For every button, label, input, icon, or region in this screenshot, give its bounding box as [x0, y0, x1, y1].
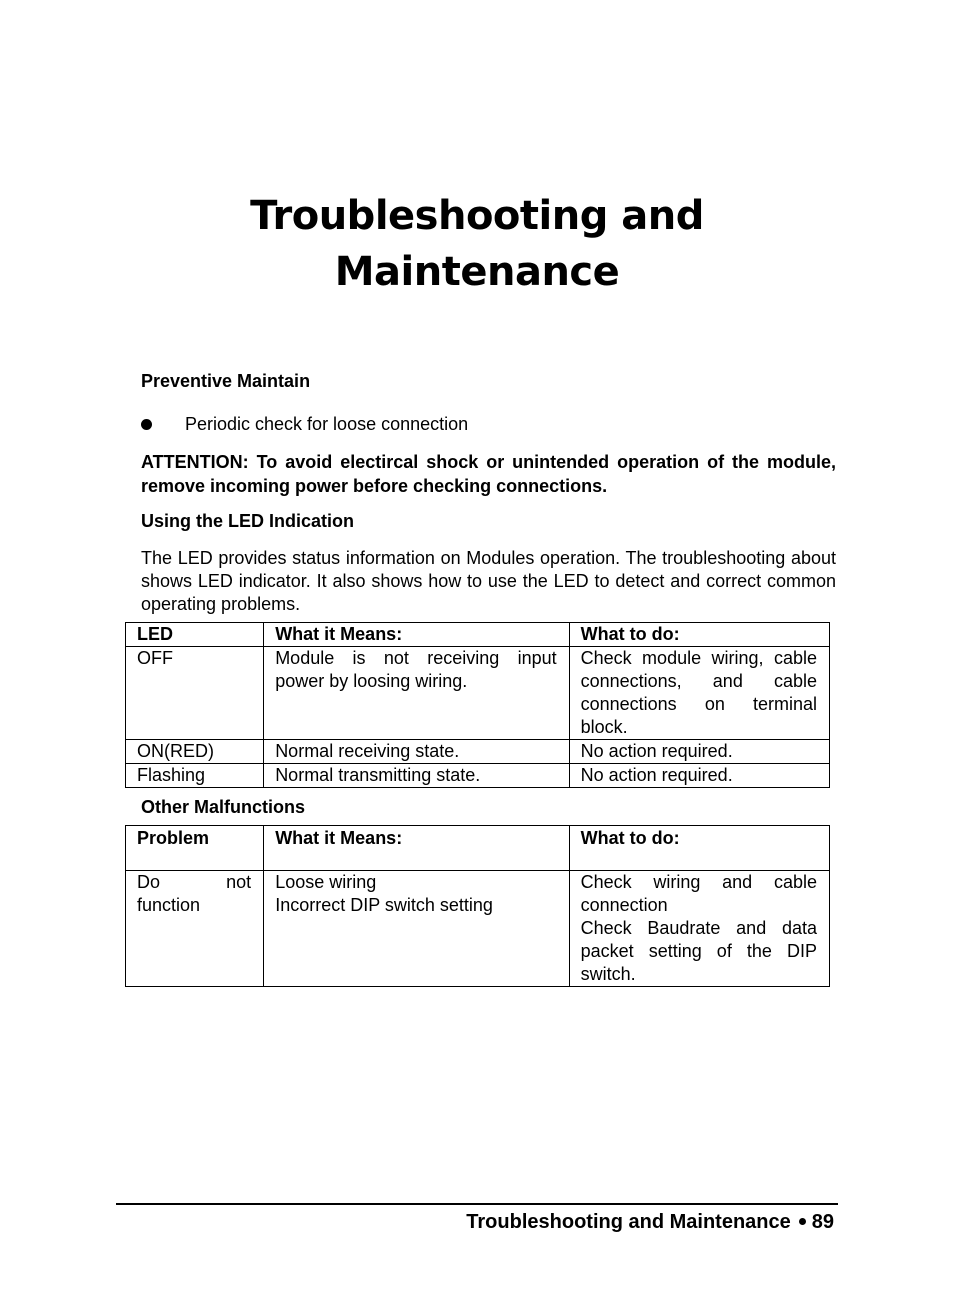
- header-cell: What to do:: [569, 826, 829, 871]
- table-row: [126, 871, 830, 987]
- malfunctions-table: [125, 825, 830, 987]
- page-title-line-2: Maintenance: [334, 249, 620, 295]
- cell-line: Check Baudrate and data packet setting of the DIP switch.: [580, 918, 817, 984]
- led-paragraph: The LED provides status information on Modules operation. The troubleshooting about shows LED indicator. It also shows how to use the LED to detect and correct common operating problems.: [141, 548, 836, 614]
- table-cell: Normal receiving state.: [264, 740, 569, 764]
- bullet-text: Periodic check for loose connection: [185, 414, 469, 434]
- table-cell: ON(RED): [126, 740, 264, 764]
- table-cell: Module is not receiving input power by loosing wiring.: [264, 647, 569, 740]
- footer-rule: [116, 1203, 838, 1205]
- table-cell: OFF: [126, 647, 264, 740]
- table-cell: [264, 871, 569, 987]
- footer-title: Troubleshooting and Maintenance: [466, 1211, 791, 1233]
- table-cell: No action required.: [569, 740, 829, 764]
- table-cell: [569, 871, 829, 987]
- page-title-line-1: Troubleshooting and: [250, 193, 704, 239]
- table-row: [126, 647, 830, 740]
- led-heading: Using the LED Indication: [141, 511, 355, 531]
- table-header-row: [126, 623, 830, 647]
- cell-line: Incorrect DIP switch setting: [275, 895, 493, 915]
- table-row: [126, 764, 830, 788]
- table-cell: No action required.: [569, 764, 829, 788]
- bullet-separator-icon: [799, 1218, 806, 1225]
- page-number: 89: [811, 1211, 834, 1233]
- led-table: [125, 622, 830, 788]
- table-cell: Check module wiring, cable connections, and cable connections on terminal block.: [569, 647, 829, 740]
- table-row: [126, 740, 830, 764]
- page-footer: [466, 1210, 834, 1234]
- table-cell: Do not function: [126, 871, 264, 987]
- cell-line: Check wiring and cable connection: [580, 872, 817, 915]
- header-cell: What to do:: [569, 623, 829, 647]
- preventive-heading: Preventive Maintain: [141, 371, 311, 391]
- header-cell: Problem: [126, 826, 264, 871]
- header-cell: What it Means:: [264, 826, 569, 871]
- table-cell: Normal transmitting state.: [264, 764, 569, 788]
- bullet-icon: [141, 419, 152, 430]
- header-cell: LED: [126, 623, 264, 647]
- table-header-row: [126, 826, 830, 871]
- cell-line: Loose wiring: [275, 872, 377, 892]
- table-cell: Flashing: [126, 764, 264, 788]
- other-malfunctions-heading: Other Malfunctions: [141, 797, 306, 817]
- attention-note: ATTENTION: To avoid electircal shock or unintended operation of the module, remove incoming power before checking connections.: [141, 452, 836, 496]
- page-title: [0, 188, 954, 300]
- header-cell: What it Means:: [264, 623, 569, 647]
